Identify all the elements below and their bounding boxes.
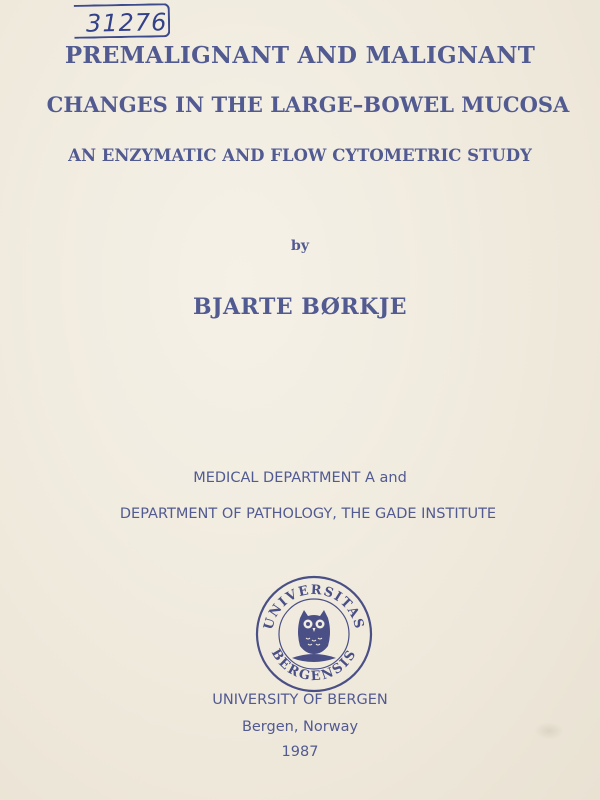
- title-line-2: CHANGES IN THE LARGE–BOWEL MUCOSA: [46, 92, 570, 117]
- library-stamp-number: 31276: [74, 3, 171, 39]
- publication-place: Bergen, Norway: [241, 719, 359, 735]
- publication-year: 1987: [281, 744, 319, 760]
- seal-top-text: UNIVERSITAS: [261, 582, 367, 632]
- title-line-1: PREMALIGNANT AND MALIGNANT: [64, 42, 536, 69]
- by-label: by: [291, 238, 309, 254]
- department-line-2: DEPARTMENT OF PATHOLOGY, THE GADE INSTITUTE: [119, 506, 497, 522]
- university-seal: [254, 574, 374, 694]
- university-name: UNIVERSITY OF BERGEN: [212, 692, 388, 708]
- seal-bottom-text: BERGENSIS: [267, 646, 361, 685]
- department-line-1: MEDICAL DEPARTMENT A and: [193, 470, 407, 486]
- owl-icon: [292, 610, 336, 662]
- paper-stain: [534, 722, 564, 740]
- subtitle: AN ENZYMATIC AND FLOW CYTOMETRIC STUDY: [68, 146, 532, 165]
- author-name: BJARTE BØRKJE: [192, 294, 408, 320]
